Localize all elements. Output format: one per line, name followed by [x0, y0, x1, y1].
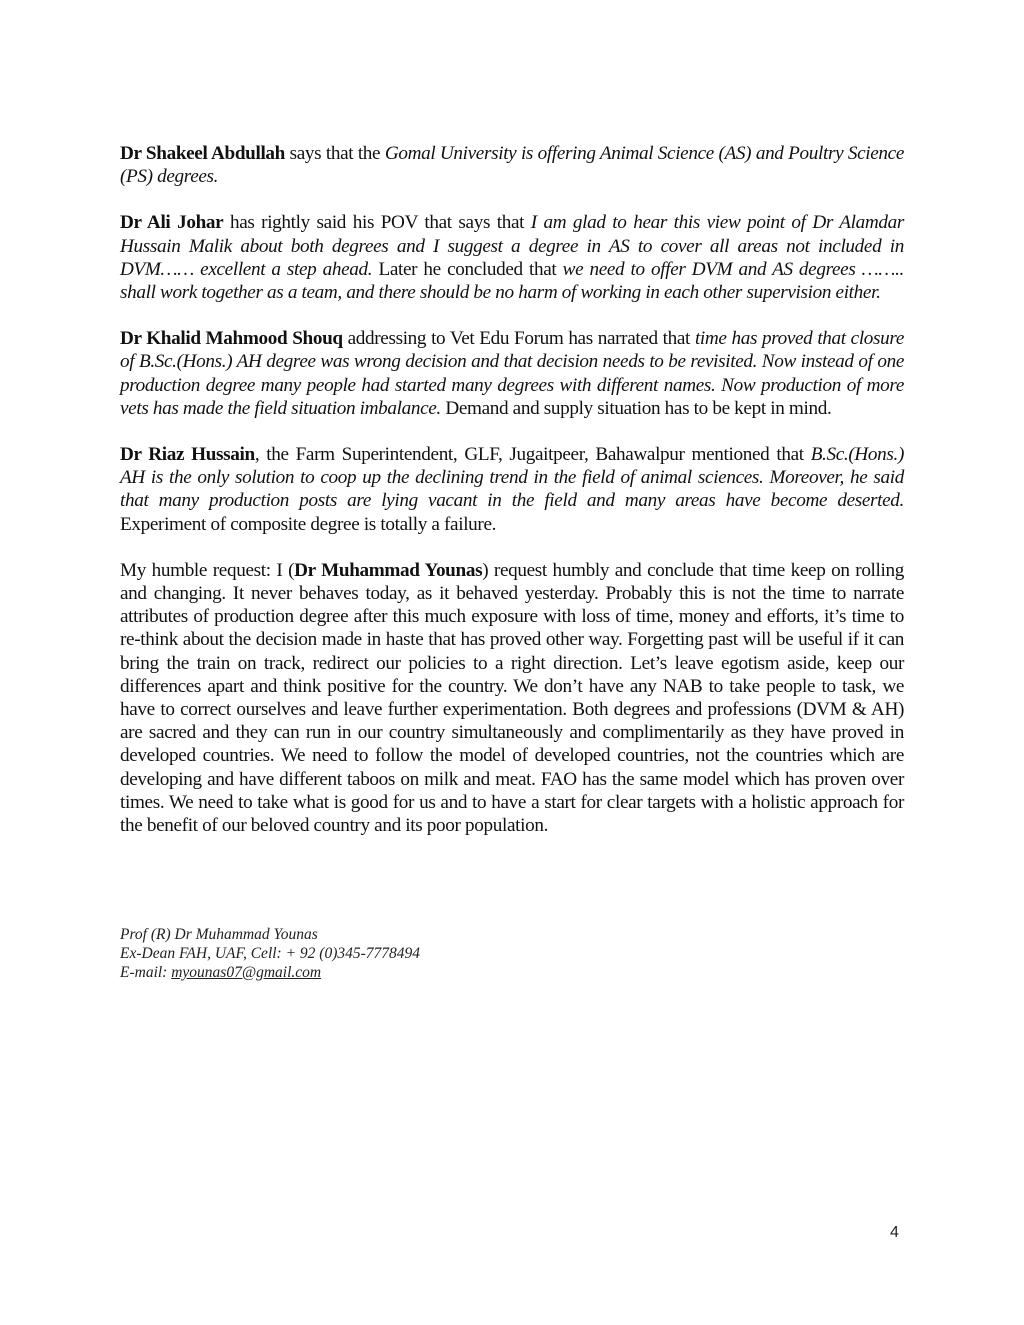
speaker-name: Dr Khalid Mahmood Shouq: [120, 328, 343, 350]
body-text: says that the: [285, 143, 385, 164]
body-text: Experiment of composite degree is totally a failure.: [120, 513, 497, 535]
document-body: [120, 142, 904, 860]
body-text: Demand and supply situation has to be kept in mind.: [440, 397, 832, 419]
quote-text: I am glad to hear this view point of Dr Alamdar Hussain Malik about both degrees and I suggest a degree in AS to cover all areas not included in DVM…… excellent a step ahead.: [120, 212, 904, 280]
quote-text: we need to offer DVM and AS degrees …….. shall work together as a team, and there should be no harm of working in each other supervision either.: [120, 258, 904, 304]
signature-title-phone: Ex-Dean FAH, UAF, Cell: + 92 (0)345-7778494: [120, 945, 421, 962]
paragraph-humble-request: [120, 559, 904, 837]
speaker-name: Dr Muhammad Younas: [294, 559, 483, 581]
body-text: addressing to Vet Edu Forum has narrated that: [342, 328, 695, 350]
signature-block: [120, 925, 420, 982]
signature-email-line: [120, 963, 420, 982]
quote-text: B.Sc.(Hons.) AH is the only solution to coop up the declining trend in the field of animal sciences. Moreover, he said that many production posts are lying vacant in the field and many areas have become deserted.: [120, 444, 904, 512]
body-text: Later he concluded that: [372, 258, 563, 280]
paragraph-khalid-mahmood-shouq: [120, 327, 904, 420]
quote-text: time has proved that closure of B.Sc.(Hons.) AH degree was wrong decision and that decision needs to be revisited. Now instead of one production degree many people had started many degrees with different names. Now production of more vets has made the field situation imbalance.: [120, 328, 904, 419]
paragraph-ali-johar: [120, 211, 904, 304]
quote-text: Gomal University is offering Animal Science (AS) and Poultry Science (PS) degrees.: [120, 143, 904, 188]
paragraph-riaz-hussain: [120, 443, 904, 536]
body-text: My humble request: I (: [120, 559, 295, 581]
body-text: has rightly said his POV that says that: [223, 212, 531, 234]
paragraph-shakeel-abdullah: [120, 142, 904, 188]
speaker-name: Dr Ali Johar: [120, 212, 224, 234]
speaker-name: Dr Shakeel Abdullah: [120, 143, 285, 164]
email-link[interactable]: myounas07@gmail.com: [171, 964, 322, 981]
speaker-name: Dr Riaz Hussain: [120, 444, 255, 466]
body-text: , the Farm Superintendent, GLF, Jugaitpeer, Bahawalpur mentioned that: [254, 444, 811, 466]
page-number: 4: [890, 1224, 899, 1241]
body-text: ) request humbly and conclude that time keep on rolling and changing. It never behaves today, as it behaved yesterday. Probably this is not the time to narrate attributes of production degree after this much exposure with loss of time, money and efforts, it’s time to re-think about the decision made in haste that has proved other way. Forgetting past will be useful if it can bring the train on track, redirect our policies to a right direction. Let’s leave egotism aside, keep our differences apart and think positive for the country. We don’t have any NAB to take people to task, we have to correct ourselves and leave further experimentation. Both degrees and professions (DVM & AH) are sacred and they can run in our country simultaneously and complimentarily as they have proved in developed countries. We need to follow the model of developed countries, not the countries which are developing and have different taboos on milk and meat. FAO has the same model which has proven over times. We need to take what is good for us and to have a start for clear targets with a holistic approach for the benefit of our beloved country and its poor population.: [120, 559, 904, 837]
signature-name: Prof (R) Dr Muhammad Younas: [120, 926, 318, 943]
email-label: E-mail:: [120, 964, 172, 981]
